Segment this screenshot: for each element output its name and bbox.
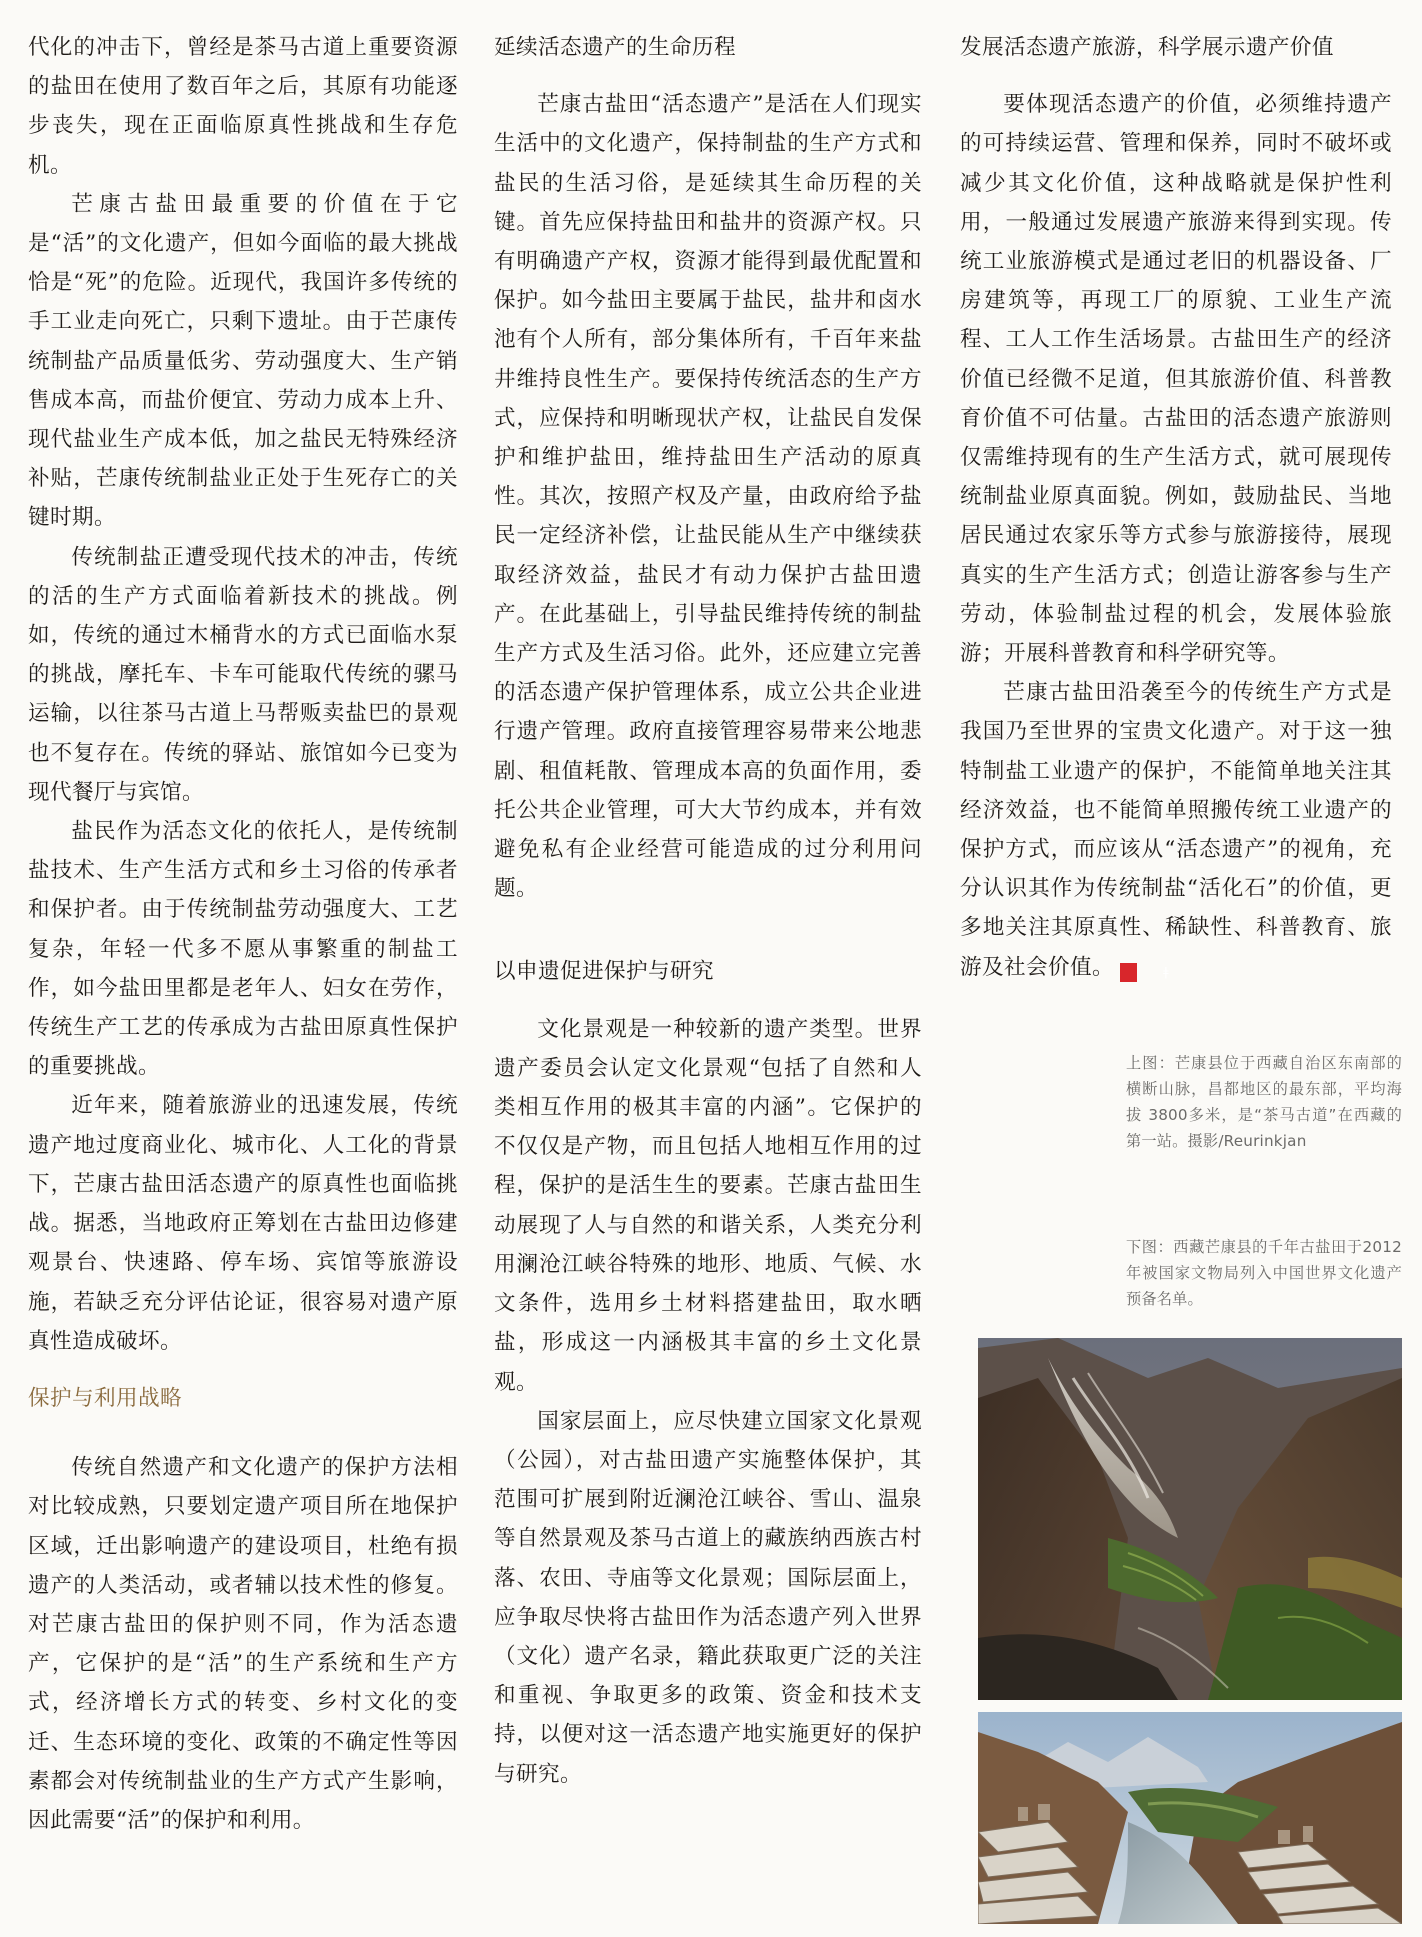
article-column-1 xyxy=(28,28,458,1840)
paragraph: 要体现活态遗产的价值，必须维持遗产的可持续运营、管理和保养，同时不破坏或减少其文化价值，这种战略就是保护性利用，一般通过发展遗产旅游来得到实现。传统工业旅游模式是通过老旧的机器设备、厂房建筑等，再现工厂的原貌、工业生产流程、工人工作生活场景。古盐田生产的经济价值已经微不足道，但其旅游价值、科普教育价值不可估量。古盐田的活态遗产旅游则仅需维持现有的生产生活方式，就可展现传统制盐业原真面貌。例如，鼓励盐民、当地居民通过农家乐等方式参与旅游接待，展现真实的生产生活方式；创造让游客参与生产劳动，体验制盐过程的机会，发展体验旅游；开展科普教育和科学研究等。 xyxy=(960,92,1392,667)
paragraph-final xyxy=(960,673,1392,987)
section-heading: 延续活态遗产的生命历程 xyxy=(494,35,736,60)
photo-caption-lower: 下图：西藏芒康县的千年古盐田于2012年被国家文物局列入中国世界文化遗产预备名单。 xyxy=(1126,1238,1402,1308)
spacer xyxy=(494,908,922,952)
section-heading: 保护与利用战略 xyxy=(28,1385,182,1411)
article-column-3 xyxy=(960,28,1392,987)
section-heading: 以申遗促进保护与研究 xyxy=(494,959,714,985)
end-mark-icon: ǂ xyxy=(1120,963,1137,982)
paragraph: 近年来，随着旅游业的迅速发展，传统遗产地过度商业化、城市化、人工化的背景下，芒康古盐田活态遗产的原真性也面临挑战。据悉，当地政府正筹划在古盐田边修建观景台、快速路、停车场、宾馆等旅游设施，若缺乏充分评估论证，很容易对遗产原真性造成破坏。 xyxy=(28,1093,458,1354)
paragraph: 代化的冲击下，曾经是茶马古道上重要资源的盐田在使用了数百年之后，其原有功能逐步丧失，现在正面临原真性挑战和生存危机。 xyxy=(28,35,458,178)
article-column-2 xyxy=(494,28,922,1794)
paragraph: 芒康古盐田“活态遗产”是活在人们现实生活中的文化遗产，保持制盐的生产方式和盐民的生活习俗，是延续其生命历程的关键。首先应保持盐田和盐井的资源产权。只有明确遗产产权，资源才能得到最优配置和保护。如今盐田主要属于盐民，盐井和卤水池有个人所有，部分集体所有，千百年来盐井维持良性生产。要保持传统活态的生产方式，应保持和明晰现状产权，让盐民自发保护和维护盐田，维持盐田生产活动的原真性。其次，按照产权及产量，由政府给予盐民一定经济补偿，让盐民能从生产中继续获取经济效益，盐民才有动力保护古盐田遗产。在此基础上，引导盐民维持传统的制盐生产方式及生活习俗。此外，还应建立完善的活态遗产保护管理体系，成立公共企业进行遗产管理。政府直接管理容易带来公地悲剧、租值耗散、管理成本高的负面作用，委托公共企业管理，可大大节约成本，并有效避免私有企业经营可能造成的过分利用问题。 xyxy=(494,92,922,902)
paragraph: 文化景观是一种较新的遗产类型。世界遗产委员会认定文化景观“包括了自然和人类相互作用的极其丰富的内涵”。它保护的不仅仅是产物，而且包括人地相互作用的过程，保护的是活生生的要素。芒康古盐田生动展现了人与自然的和谐关系，人类充分利用澜沧江峡谷特殊的地形、地质、气候、水文条件，选用乡土材料搭建盐田，取水晒盐，形成这一内涵极其丰富的乡土文化景观。 xyxy=(494,1016,922,1395)
photo-caption-upper: 上图：芒康县位于西藏自治区东南部的横断山脉，昌都地区的最东部，平均海拔 3800多米，是“茶马古道”在西藏的第一站。摄影/Reurinkjan xyxy=(1126,1054,1402,1150)
paragraph: 芒康古盐田最重要的价值在于它是“活”的文化遗产，但如今面临的最大挑战恰是“死”的危险。近现代，我国许多传统的手工业走向死亡，只剩下遗址。由于芒康传统制盐产品质量低劣、劳动强度大、生产销售成本高，而盐价便宜、劳动力成本上升、现代盐业生产成本低，加之盐民无特殊经济补贴，芒康传统制盐业正处于生死存亡的关键时期。 xyxy=(28,191,458,531)
mountain-valley-photo xyxy=(978,1338,1402,1700)
section-heading: 发展活态遗产旅游，科学展示遗产价值 xyxy=(960,35,1334,60)
paragraph-text: 芒康古盐田沿袭至今的传统生产方式是我国乃至世界的宝贵文化遗产。对于这一独特制盐工业遗产的保护，不能简单地关注其经济效益，也不能简单照搬传统工业遗产的保护方式，而应该从“活态遗产”的视角，充分认识其作为传统制盐“活化石”的价值，更多地关注其原真性、稀缺性、科普教育、旅游及社会价值。 xyxy=(960,680,1392,980)
paragraph: 传统制盐正遭受现代技术的冲击，传统的活的生产方式面临着新技术的挑战。例如，传统的通过木桶背水的方式已面临水泵的挑战，摩托车、卡车可能取代传统的骡马运输，以往茶马古道上马帮贩卖盐巴的景观也不复存在。传统的驿站、旅馆如今已变为现代餐厅与宾馆。 xyxy=(28,544,458,805)
spacer xyxy=(494,992,922,1010)
paragraph: 盐民作为活态文化的依托人，是传统制盐技术、生产生活方式和乡土习俗的传承者和保护者。由于传统制盐劳动强度大、工艺复杂，年轻一代多不愿从事繁重的制盐工作，如今盐田里都是老年人、妇女在劳作，传统生产工艺的传承成为古盐田原真性保护的重要挑战。 xyxy=(28,819,458,1080)
salt-terraces-photo xyxy=(978,1712,1402,1924)
spacer xyxy=(494,67,922,85)
paragraph: 传统自然遗产和文化遗产的保护方法相对比较成熟，只要划定遗产项目所在地保护区域，迁出影响遗产的建设项目，杜绝有损遗产的人类活动，或者辅以技术性的修复。对芒康古盐田的保护则不同，作为活态遗产，它保护的是“活”的生产系统和生产方式，经济增长方式的转变、乡村文化的变迁、生态环境的变化、政策的不确定性等因素都会对传统制盐业的生产方式产生影响，因此需要“活”的保护和利用。 xyxy=(28,1455,458,1833)
spacer xyxy=(28,1361,458,1379)
paragraph: 国家层面上，应尽快建立国家文化景观（公园），对古盐田遗产实施整体保护，其范围可扩展到附近澜沧江峡谷、雪山、温泉等自然景观及茶马古道上的藏族纳西族古村落、农田、寺庙等文化景观；国际层面上，应争取尽快将古盐田作为活态遗产列入世界（文化）遗产名录，籍此获取更广泛的关注和重视、争取更多的政策、资金和技术支持，以便对这一活态遗产地实施更好的保护与研究。 xyxy=(494,1408,922,1787)
spacer xyxy=(960,67,1392,85)
spacer xyxy=(28,1418,458,1448)
